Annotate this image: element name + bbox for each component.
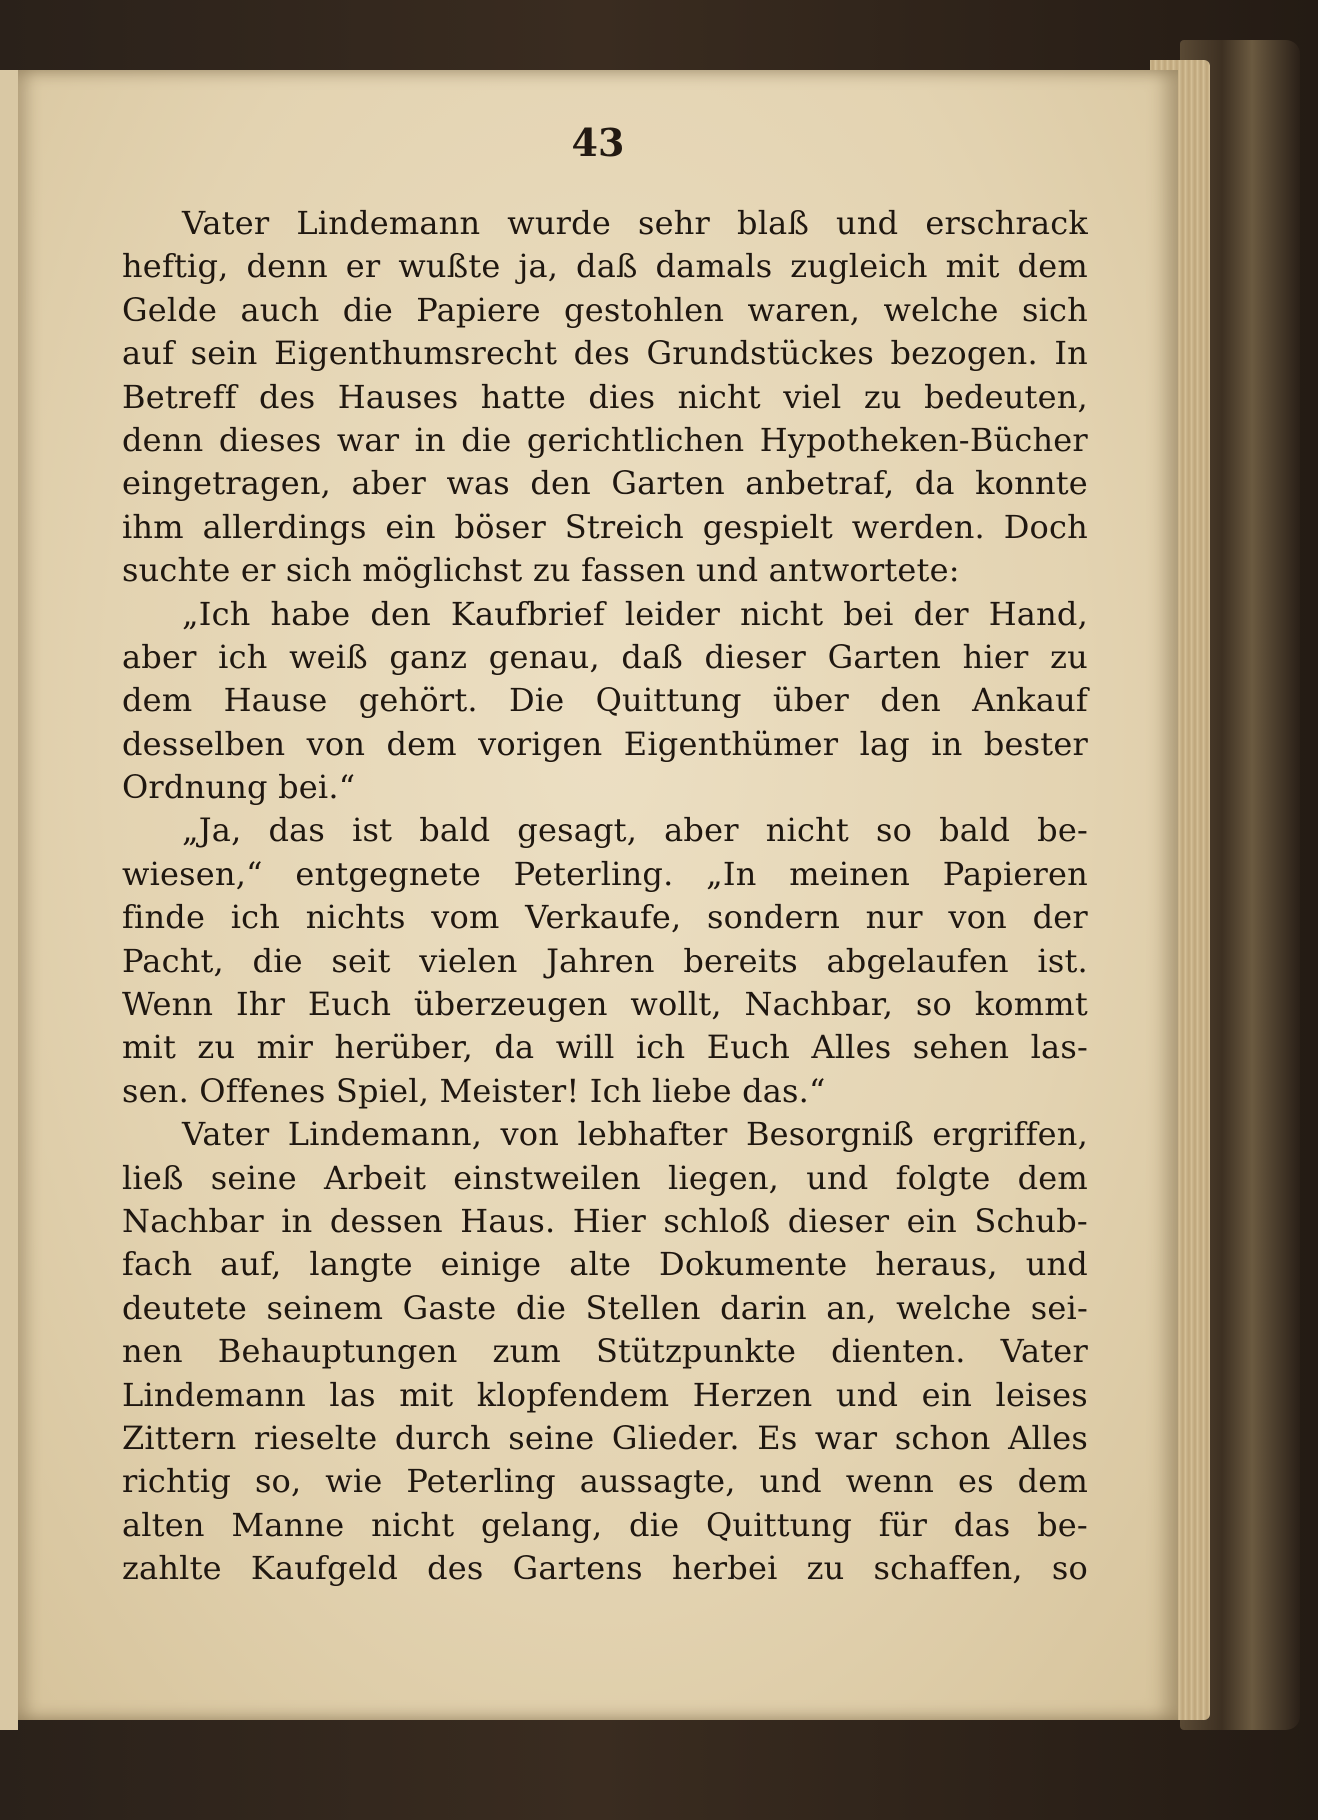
text-line: Nachbar in dessen Haus. Hier schloß dieser ein Schub- bbox=[122, 1201, 1088, 1240]
text-line: desselben von dem vorigen Eigenthümer lag in bester bbox=[122, 724, 1088, 763]
text-line: Vater Lindemann, von lebhafter Besorgniß ergriffen, bbox=[182, 1115, 1088, 1154]
text-line: Gelde auch die Papiere gestohlen waren, welche sich bbox=[122, 290, 1088, 329]
text-line: nen Behauptungen zum Stützpunkte dienten. Vater bbox=[122, 1332, 1088, 1371]
text-line: Wenn Ihr Euch überzeugen wollt, Nachbar, so kommt bbox=[122, 985, 1088, 1024]
text-line: Lindemann las mit klopfendem Herzen und ein leises bbox=[122, 1375, 1088, 1414]
text-line: dem Hause gehört. Die Quittung über den Ankauf bbox=[122, 681, 1088, 720]
text-line: finde ich nichts vom Verkaufe, sondern nur von der bbox=[122, 898, 1088, 937]
body-text bbox=[122, 202, 1088, 1591]
book-page bbox=[18, 70, 1178, 1720]
text-line: denn dieses war in die gerichtlichen Hypotheken-Bücher bbox=[122, 420, 1088, 459]
text-line: wiesen,“ entgegnete Peterling. „In meinen Papieren bbox=[122, 854, 1088, 893]
previous-page-edge bbox=[0, 70, 18, 1730]
page-number: 43 bbox=[571, 120, 625, 165]
text-line: Vater Lindemann wurde sehr blaß und erschrack bbox=[182, 204, 1088, 242]
text-line: eingetragen, aber was den Garten anbetraf, da konnte bbox=[122, 464, 1088, 503]
text-line: Betreff des Hauses hatte dies nicht viel zu bedeuten, bbox=[122, 377, 1088, 416]
text-line: fach auf, langte einige alte Dokumente heraus, und bbox=[122, 1245, 1088, 1284]
text-line: „Ich habe den Kaufbrief leider nicht bei der Hand, bbox=[182, 594, 1088, 633]
text-line: richtig so, wie Peterling aussagte, und wenn es dem bbox=[122, 1462, 1088, 1501]
text-line: heftig, denn er wußte ja, daß damals zugleich mit dem bbox=[122, 247, 1088, 286]
text-line: zahlte Kaufgeld des Gartens herbei zu schaffen, so bbox=[122, 1549, 1088, 1588]
text-line: suchte er sich möglichst zu fassen und antwortete: bbox=[122, 551, 960, 590]
text-line: ihm allerdings ein böser Streich gespielt werden. Doch bbox=[122, 507, 1088, 546]
text-line: Ordnung bei.“ bbox=[122, 768, 356, 807]
text-line: mit zu mir herüber, da will ich Euch Alles sehen las- bbox=[122, 1028, 1088, 1067]
text-line: sen. Offenes Spiel, Meister! Ich liebe das.“ bbox=[122, 1071, 826, 1110]
text-line: Pacht, die seit vielen Jahren bereits abgelaufen ist. bbox=[122, 941, 1088, 980]
text-line: deutete seinem Gaste die Stellen darin an, welche sei- bbox=[122, 1288, 1088, 1327]
text-line: ließ seine Arbeit einstweilen liegen, und folgte dem bbox=[122, 1158, 1088, 1197]
text-line: aber ich weiß ganz genau, daß dieser Garten hier zu bbox=[122, 637, 1088, 676]
text-line: alten Manne nicht gelang, die Quittung für das be- bbox=[122, 1505, 1088, 1544]
text-line: auf sein Eigenthumsrecht des Grundstückes bezogen. In bbox=[122, 334, 1088, 373]
text-line: Zittern rieselte durch seine Glieder. Es war schon Alles bbox=[122, 1418, 1088, 1457]
text-line: „Ja, das ist bald gesagt, aber nicht so bald be- bbox=[182, 811, 1088, 850]
